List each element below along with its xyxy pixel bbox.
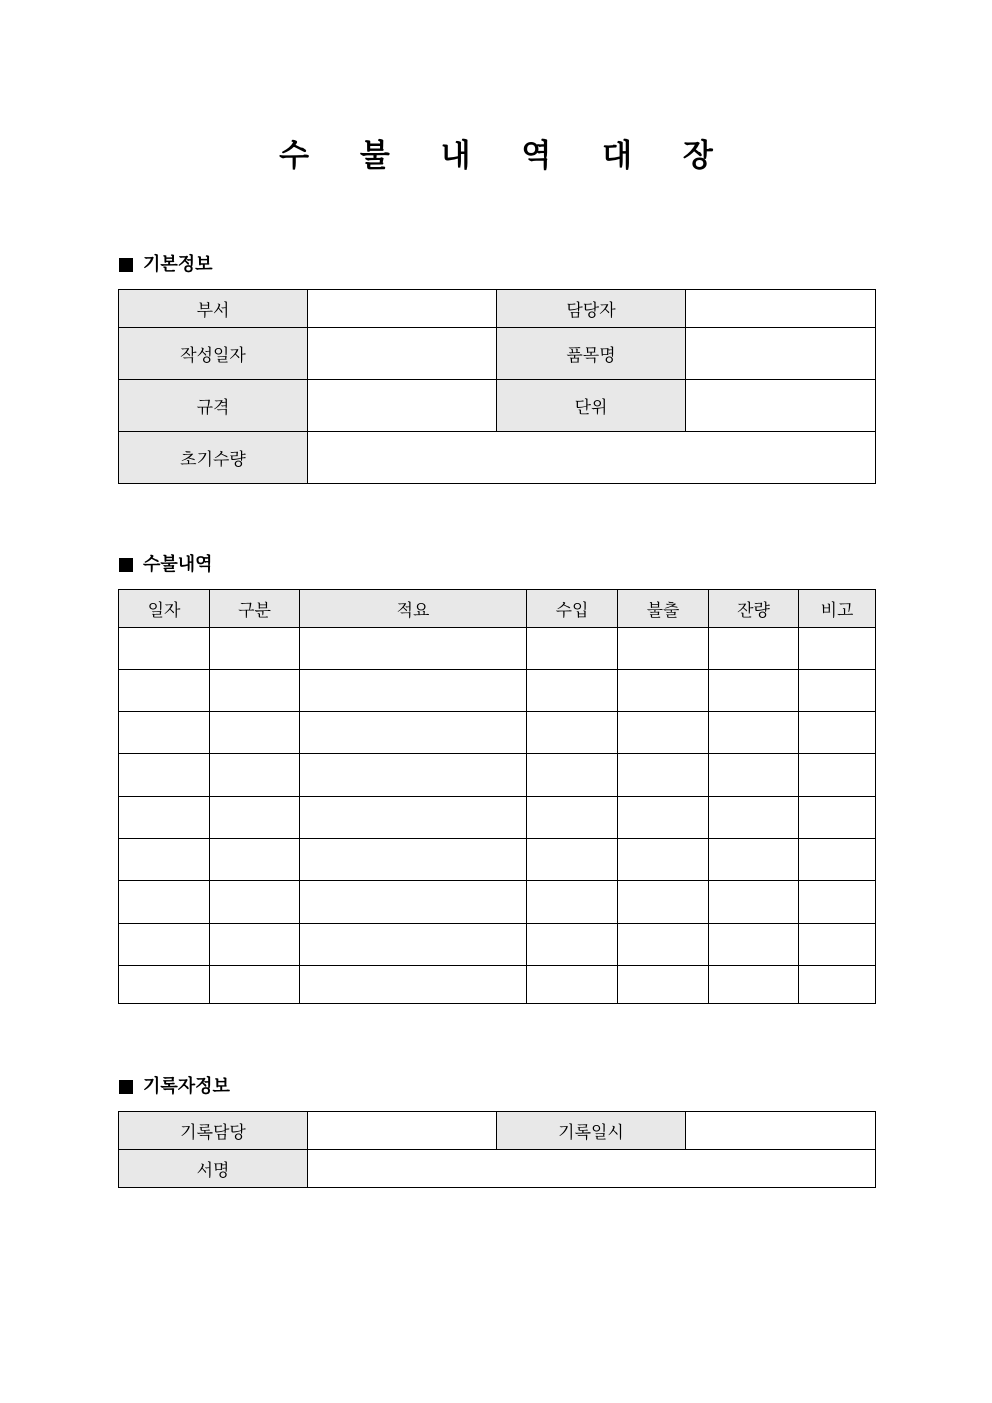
ledger-cell[interactable]: [300, 670, 527, 712]
ledger-cell[interactable]: [618, 712, 709, 754]
signature-field[interactable]: [308, 1150, 876, 1188]
ledger-cell[interactable]: [119, 712, 210, 754]
table-row: [119, 754, 876, 797]
signature-label: 서명: [119, 1150, 308, 1188]
ledger-heading: [119, 553, 213, 577]
ledger-cell[interactable]: [709, 712, 799, 754]
ledger-cell[interactable]: [799, 881, 876, 924]
ledger-cell[interactable]: [300, 966, 527, 1004]
ledger-cell[interactable]: [119, 881, 210, 924]
ledger-cell[interactable]: [300, 924, 527, 966]
department-label: 부서: [119, 290, 308, 328]
basic-info-row: [119, 290, 876, 328]
ledger-cell[interactable]: [119, 924, 210, 966]
ledger-cell[interactable]: [527, 670, 618, 712]
ledger-cell[interactable]: [300, 754, 527, 797]
square-bullet-icon: [119, 1080, 133, 1094]
recorder-row: [119, 1112, 876, 1150]
ledger-cell[interactable]: [618, 839, 709, 881]
ledger-cell[interactable]: [799, 839, 876, 881]
column-header: 일자: [119, 590, 210, 628]
column-header: 적요: [300, 590, 527, 628]
ledger-cell[interactable]: [799, 712, 876, 754]
ledger-cell[interactable]: [799, 628, 876, 670]
ledger-cell[interactable]: [709, 924, 799, 966]
ledger-cell[interactable]: [119, 670, 210, 712]
column-header: 비고: [799, 590, 876, 628]
manager-label: 담당자: [497, 290, 686, 328]
ledger-cell[interactable]: [300, 712, 527, 754]
table-row: [119, 839, 876, 881]
datetime-field[interactable]: [686, 1112, 876, 1150]
ledger-cell[interactable]: [210, 881, 300, 924]
ledger-header-row: [119, 590, 876, 628]
ledger-cell[interactable]: [119, 797, 210, 839]
ledger-cell[interactable]: [210, 839, 300, 881]
ledger-cell[interactable]: [527, 797, 618, 839]
column-header: 구분: [210, 590, 300, 628]
table-row: [119, 797, 876, 839]
item-field[interactable]: [686, 328, 876, 380]
ledger-cell[interactable]: [119, 754, 210, 797]
recorder-table: [118, 1111, 876, 1188]
manager-field[interactable]: [686, 290, 876, 328]
datetime-label: 기록일시: [497, 1112, 686, 1150]
date-field[interactable]: [308, 328, 497, 380]
ledger-cell[interactable]: [618, 966, 709, 1004]
ledger-cell[interactable]: [210, 924, 300, 966]
spec-field[interactable]: [308, 380, 497, 432]
recorder-heading-text: 기록자정보: [143, 1076, 230, 1097]
initial-qty-label: 초기수량: [119, 432, 308, 484]
unit-label: 단위: [497, 380, 686, 432]
square-bullet-icon: [119, 258, 133, 272]
spec-label: 규격: [119, 380, 308, 432]
ledger-cell[interactable]: [709, 670, 799, 712]
ledger-cell[interactable]: [527, 712, 618, 754]
ledger-cell[interactable]: [709, 628, 799, 670]
ledger-cell[interactable]: [799, 797, 876, 839]
ledger-cell[interactable]: [527, 754, 618, 797]
ledger-cell[interactable]: [799, 754, 876, 797]
ledger-cell[interactable]: [709, 881, 799, 924]
table-row: [119, 712, 876, 754]
table-row: [119, 628, 876, 670]
ledger-cell[interactable]: [618, 670, 709, 712]
table-row: [119, 881, 876, 924]
table-row: [119, 924, 876, 966]
basic-info-row: [119, 380, 876, 432]
ledger-cell[interactable]: [119, 839, 210, 881]
column-header: 잔량: [709, 590, 799, 628]
ledger-cell[interactable]: [300, 881, 527, 924]
recorder-row: [119, 1150, 876, 1188]
ledger-cell[interactable]: [300, 628, 527, 670]
ledger-cell[interactable]: [618, 754, 709, 797]
ledger-cell[interactable]: [527, 839, 618, 881]
ledger-cell[interactable]: [119, 628, 210, 670]
ledger-cell[interactable]: [210, 754, 300, 797]
column-header: 수입: [527, 590, 618, 628]
date-label: 작성일자: [119, 328, 308, 380]
ledger-cell[interactable]: [799, 966, 876, 1004]
column-header: 불출: [618, 590, 709, 628]
square-bullet-icon: [119, 558, 133, 572]
ledger-cell[interactable]: [618, 924, 709, 966]
basic-info-heading: [119, 253, 213, 277]
ledger-cell[interactable]: [527, 924, 618, 966]
ledger-table: [118, 589, 876, 1004]
ledger-heading-text: 수불내역: [143, 554, 213, 575]
ledger-cell[interactable]: [799, 924, 876, 966]
ledger-cell[interactable]: [210, 670, 300, 712]
ledger-cell[interactable]: [618, 881, 709, 924]
ledger-cell[interactable]: [210, 712, 300, 754]
basic-info-table: [118, 289, 876, 484]
item-label: 품목명: [497, 328, 686, 380]
ledger-cell[interactable]: [300, 839, 527, 881]
recorder-field[interactable]: [308, 1112, 497, 1150]
recorder-heading: [119, 1075, 230, 1099]
basic-info-row: [119, 432, 876, 484]
recorder-label: 기록담당: [119, 1112, 308, 1150]
ledger-cell[interactable]: [527, 966, 618, 1004]
unit-field[interactable]: [686, 380, 876, 432]
ledger-cell[interactable]: [527, 881, 618, 924]
ledger-cell[interactable]: [799, 670, 876, 712]
initial-qty-field[interactable]: [308, 432, 876, 484]
ledger-cell[interactable]: [709, 754, 799, 797]
page-title: 수 불 내 역 대 장: [279, 138, 733, 174]
ledger-cell[interactable]: [709, 966, 799, 1004]
ledger-cell[interactable]: [210, 966, 300, 1004]
ledger-cell[interactable]: [527, 628, 618, 670]
ledger-cell[interactable]: [210, 797, 300, 839]
ledger-body: [119, 628, 876, 1004]
ledger-cell[interactable]: [709, 797, 799, 839]
basic-info-row: [119, 328, 876, 380]
ledger-cell[interactable]: [709, 839, 799, 881]
table-row: [119, 966, 876, 1004]
ledger-cell[interactable]: [618, 797, 709, 839]
department-field[interactable]: [308, 290, 497, 328]
table-row: [119, 670, 876, 712]
ledger-cell[interactable]: [300, 797, 527, 839]
ledger-cell[interactable]: [618, 628, 709, 670]
basic-info-heading-text: 기본정보: [143, 254, 213, 275]
ledger-cell[interactable]: [210, 628, 300, 670]
ledger-cell[interactable]: [119, 966, 210, 1004]
